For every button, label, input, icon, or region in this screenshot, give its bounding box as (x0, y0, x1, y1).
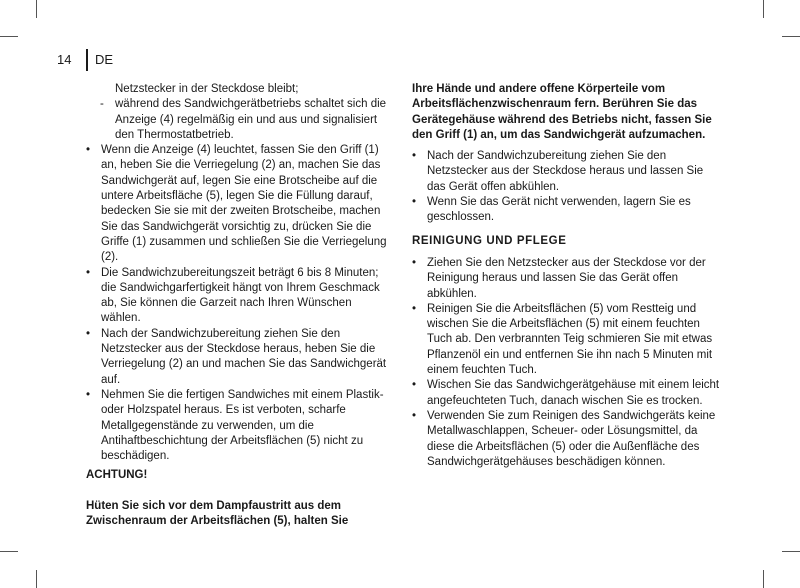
dash-marker: - (100, 98, 104, 111)
list-item-text: Verwenden Sie zum Reinigen des Sandwichgeräts keine Metallwaschlappen, Scheuer- oder Lösungsmittel, da diese die Arbeitsflächen (5) oder die Außenfläche des Sandwichgerätgehäuses beschädigen können. (427, 409, 716, 468)
bullet-icon: • (412, 302, 417, 315)
left-column (86, 82, 390, 529)
list-item-text: Wischen Sie das Sandwichgerätgehäuse mit einem leicht angefeuchteten Tuch, danach wischen Sie es trocken. (427, 379, 720, 407)
crop-mark (782, 36, 800, 37)
bullet-icon: • (86, 327, 91, 340)
bullet-icon: • (86, 144, 91, 157)
dash-item (86, 97, 390, 143)
dash-item-text: während des Sandwichgerätbetriebs schaltet sich die Anzeige (4) regelmäßig ein und aus und signalisiert den Thermostatbetrieb. (115, 98, 387, 141)
crop-mark (0, 551, 18, 552)
list-item (412, 149, 720, 195)
list-item (412, 195, 720, 226)
crop-mark (782, 551, 800, 552)
list-item-text: Nach der Sandwichzubereitung ziehen Sie den Netzstecker aus der Steckdose heraus, heben Sie die Verriegelung (2) an und machen Sie das Sandwichgerät auf. (101, 327, 387, 386)
bullet-icon: • (412, 150, 417, 163)
cleaning-list (412, 256, 720, 470)
bullet-icon: • (412, 379, 417, 392)
crop-mark (36, 570, 37, 588)
list-item-text: Wenn die Anzeige (4) leuchtet, fassen Sie den Griff (1) an, heben Sie die Verriegelung (2) an, machen Sie das Sandwichgerät auf, legen Sie eine Brotscheibe auf die untere Arbeitsfläche (5), legen Sie die Füllung darauf, bedecken Sie sie mit der zweiten Brotscheibe, machen Sie das Sandwichgerät vorsichtig zu, drücken Sie die Griffe (1) zusammen und schließen Sie die Verriegelung (2). (101, 144, 387, 264)
continuation-text: Netzstecker in der Steckdose bleibt; (115, 83, 299, 95)
crop-mark (763, 0, 764, 18)
bullet-icon: • (412, 196, 417, 209)
list-item-text: Reinigen Sie die Arbeitsflächen (5) vom Restteig und wischen Sie die Arbeitsflächen (5) mit einem feuchten Tuch ab. Den verbrannten Teig schmieren Sie mit etwas Pflanzenöl ein und entfernen Sie ihn nach 5 Minuten mit einem feuchten Tuch. (427, 302, 713, 377)
list-item (86, 388, 390, 464)
list-item (412, 409, 720, 470)
list-item-text: Die Sandwichzubereitungszeit beträgt 6 bis 8 Minuten; die Sandwichgarfertigkeit hängt von Ihrem Geschmack ab, Sie können die Garzeit nach Ihren Wünschen wählen. (101, 266, 380, 325)
bullet-icon: • (412, 409, 417, 422)
list-item-text: Nach der Sandwichzubereitung ziehen Sie den Netzstecker aus der Steckdose heraus und lassen Sie das Gerät offen abkühlen. (427, 150, 704, 193)
section-title: REINIGUNG UND PFLEGE (412, 234, 567, 247)
instruction-list (86, 143, 390, 464)
crop-mark (0, 36, 18, 37)
instruction-list (412, 149, 720, 225)
right-column (412, 82, 720, 470)
list-item (86, 143, 390, 265)
bullet-icon: • (86, 388, 91, 401)
crop-mark (36, 0, 37, 18)
list-item-text: Wenn Sie das Gerät nicht verwenden, lagern Sie es geschlossen. (427, 196, 691, 224)
bullet-icon: • (86, 266, 91, 279)
warning-text-continued: Ihre Hände und andere offene Körperteile vom Arbeitsflächenzwischenraum fern. Berühren Sie das Gerätegehäuse während des Betriebs nicht, fassen Sie den Griff (1) an, um das Sandwichgerät aufzumachen. (412, 83, 712, 141)
list-item-text: Ziehen Sie den Netzstecker aus der Steckdose vor der Reinigung heraus und lassen Sie das Gerät offen abkühlen. (427, 256, 706, 300)
list-item (86, 266, 390, 327)
list-item (86, 327, 390, 388)
bullet-icon: • (412, 256, 417, 269)
list-item-text: Nehmen Sie die fertigen Sandwiches mit einem Plastik- oder Holzspatel heraus. Es ist verboten, scharfe Metallgegenstände zu verwenden, um die Antihaftbeschichtung der Arbeitsflächen (5) nicht zu beschädigen. (101, 388, 384, 463)
list-item (412, 378, 720, 409)
header-divider (86, 49, 88, 71)
language-code: DE (95, 52, 114, 67)
list-item (412, 256, 720, 302)
crop-mark (763, 570, 764, 588)
page-number: 14 (57, 52, 72, 67)
list-item (412, 302, 720, 378)
warning-text: Hüten Sie sich vor dem Dampfaustritt aus dem Zwischenraum der Arbeitsflächen (5), halten Sie (86, 499, 349, 528)
warning-title: ACHTUNG! (86, 469, 148, 482)
